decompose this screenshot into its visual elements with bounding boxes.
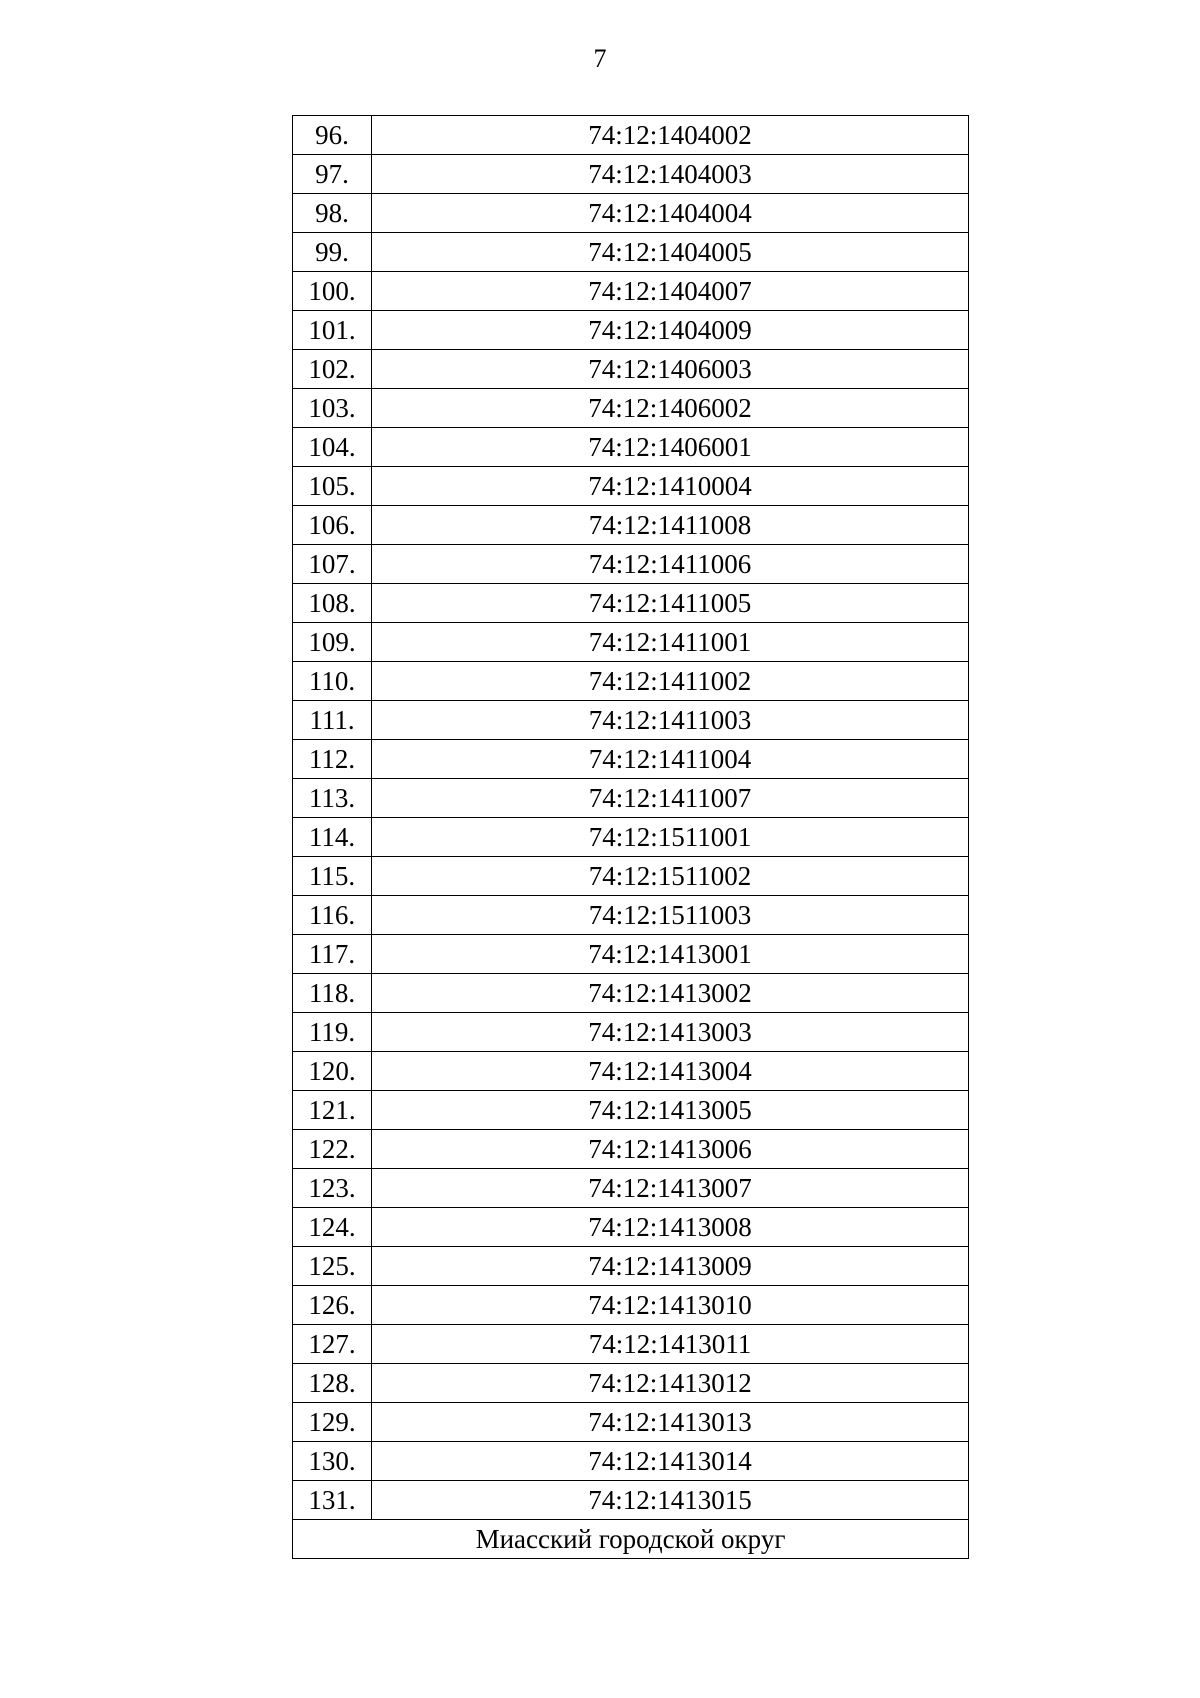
row-number: 110.: [293, 662, 372, 701]
table-row: [293, 545, 969, 584]
row-number: 123.: [293, 1169, 372, 1208]
table-row: [293, 467, 969, 506]
table-row: [293, 740, 969, 779]
cadastral-code: 74:12:1413015: [372, 1481, 969, 1520]
section-heading-row: [293, 1520, 969, 1559]
cadastral-code: 74:12:1404005: [372, 233, 969, 272]
row-number: 97.: [293, 155, 372, 194]
cadastral-code: 74:12:1411005: [372, 584, 969, 623]
cadastral-code: 74:12:1411008: [372, 506, 969, 545]
cadastral-code: 74:12:1413009: [372, 1247, 969, 1286]
row-number: 107.: [293, 545, 372, 584]
row-number: 117.: [293, 935, 372, 974]
row-number: 125.: [293, 1247, 372, 1286]
cadastral-code: 74:12:1511003: [372, 896, 969, 935]
table-row: [293, 857, 969, 896]
table-row: [293, 116, 969, 155]
row-number: 126.: [293, 1286, 372, 1325]
row-number: 116.: [293, 896, 372, 935]
row-number: 119.: [293, 1013, 372, 1052]
row-number: 100.: [293, 272, 372, 311]
row-number: 103.: [293, 389, 372, 428]
row-number: 115.: [293, 857, 372, 896]
table-row: [293, 584, 969, 623]
cadastral-code: 74:12:1413013: [372, 1403, 969, 1442]
table-row: [293, 1325, 969, 1364]
cadastral-code: 74:12:1511002: [372, 857, 969, 896]
table-row: [293, 311, 969, 350]
cadastral-code: 74:12:1404007: [372, 272, 969, 311]
table-row: [293, 818, 969, 857]
table-row: [293, 272, 969, 311]
cadastral-code: 74:12:1411003: [372, 701, 969, 740]
table-row: [293, 1169, 969, 1208]
row-number: 131.: [293, 1481, 372, 1520]
row-number: 128.: [293, 1364, 372, 1403]
table-row: [293, 662, 969, 701]
table-row: [293, 1208, 969, 1247]
table-row: [293, 1286, 969, 1325]
cadastre-table: [292, 115, 969, 1559]
row-number: 106.: [293, 506, 372, 545]
table-row: [293, 233, 969, 272]
table-row: [293, 935, 969, 974]
cadastral-code: 74:12:1411004: [372, 740, 969, 779]
cadastral-code: 74:12:1404002: [372, 116, 969, 155]
row-number: 120.: [293, 1052, 372, 1091]
table-row: [293, 623, 969, 662]
cadastral-code: 74:12:1413007: [372, 1169, 969, 1208]
table-row: [293, 701, 969, 740]
cadastral-code: 74:12:1410004: [372, 467, 969, 506]
table-row: [293, 1052, 969, 1091]
cadastral-code: 74:12:1413006: [372, 1130, 969, 1169]
row-number: 96.: [293, 116, 372, 155]
cadastral-code: 74:12:1413014: [372, 1442, 969, 1481]
row-number: 104.: [293, 428, 372, 467]
row-number: 98.: [293, 194, 372, 233]
row-number: 114.: [293, 818, 372, 857]
table-row: [293, 896, 969, 935]
cadastral-code: 74:12:1413012: [372, 1364, 969, 1403]
row-number: 112.: [293, 740, 372, 779]
table-row: [293, 1403, 969, 1442]
page-number: 7: [593, 44, 607, 73]
table-row: [293, 389, 969, 428]
row-number: 118.: [293, 974, 372, 1013]
cadastral-code: 74:12:1413005: [372, 1091, 969, 1130]
cadastral-code: 74:12:1413010: [372, 1286, 969, 1325]
row-number: 101.: [293, 311, 372, 350]
table-row: [293, 194, 969, 233]
cadastral-code: 74:12:1406002: [372, 389, 969, 428]
cadastral-code: 74:12:1413002: [372, 974, 969, 1013]
row-number: 121.: [293, 1091, 372, 1130]
table-row: [293, 350, 969, 389]
row-number: 108.: [293, 584, 372, 623]
cadastral-code: 74:12:1404004: [372, 194, 969, 233]
table-row: [293, 1247, 969, 1286]
table-row: [293, 1091, 969, 1130]
row-number: 130.: [293, 1442, 372, 1481]
row-number: 102.: [293, 350, 372, 389]
row-number: 122.: [293, 1130, 372, 1169]
cadastral-code: 74:12:1411007: [372, 779, 969, 818]
cadastral-code: 74:12:1406003: [372, 350, 969, 389]
row-number: 127.: [293, 1325, 372, 1364]
cadastral-code: 74:12:1404009: [372, 311, 969, 350]
table-row: [293, 428, 969, 467]
cadastral-code: 74:12:1413004: [372, 1052, 969, 1091]
table-body: [293, 116, 969, 1559]
table-row: [293, 1442, 969, 1481]
cadastral-code: 74:12:1411006: [372, 545, 969, 584]
cadastral-code: 74:12:1413001: [372, 935, 969, 974]
row-number: 99.: [293, 233, 372, 272]
cadastral-code: 74:12:1413011: [372, 1325, 969, 1364]
row-number: 124.: [293, 1208, 372, 1247]
table-row: [293, 1130, 969, 1169]
table-row: [293, 1013, 969, 1052]
table-row: [293, 506, 969, 545]
row-number: 105.: [293, 467, 372, 506]
cadastral-code: 74:12:1413008: [372, 1208, 969, 1247]
cadastral-code: 74:12:1413003: [372, 1013, 969, 1052]
section-heading: Миасский городской округ: [293, 1520, 969, 1559]
cadastral-code: 74:12:1404003: [372, 155, 969, 194]
row-number: 129.: [293, 1403, 372, 1442]
table-row: [293, 1481, 969, 1520]
table-row: [293, 779, 969, 818]
row-number: 113.: [293, 779, 372, 818]
table-row: [293, 1364, 969, 1403]
table-row: [293, 155, 969, 194]
table-row: [293, 974, 969, 1013]
row-number: 111.: [293, 701, 372, 740]
cadastral-code: 74:12:1411001: [372, 623, 969, 662]
cadastral-code: 74:12:1406001: [372, 428, 969, 467]
cadastral-code: 74:12:1411002: [372, 662, 969, 701]
cadastral-code: 74:12:1511001: [372, 818, 969, 857]
row-number: 109.: [293, 623, 372, 662]
